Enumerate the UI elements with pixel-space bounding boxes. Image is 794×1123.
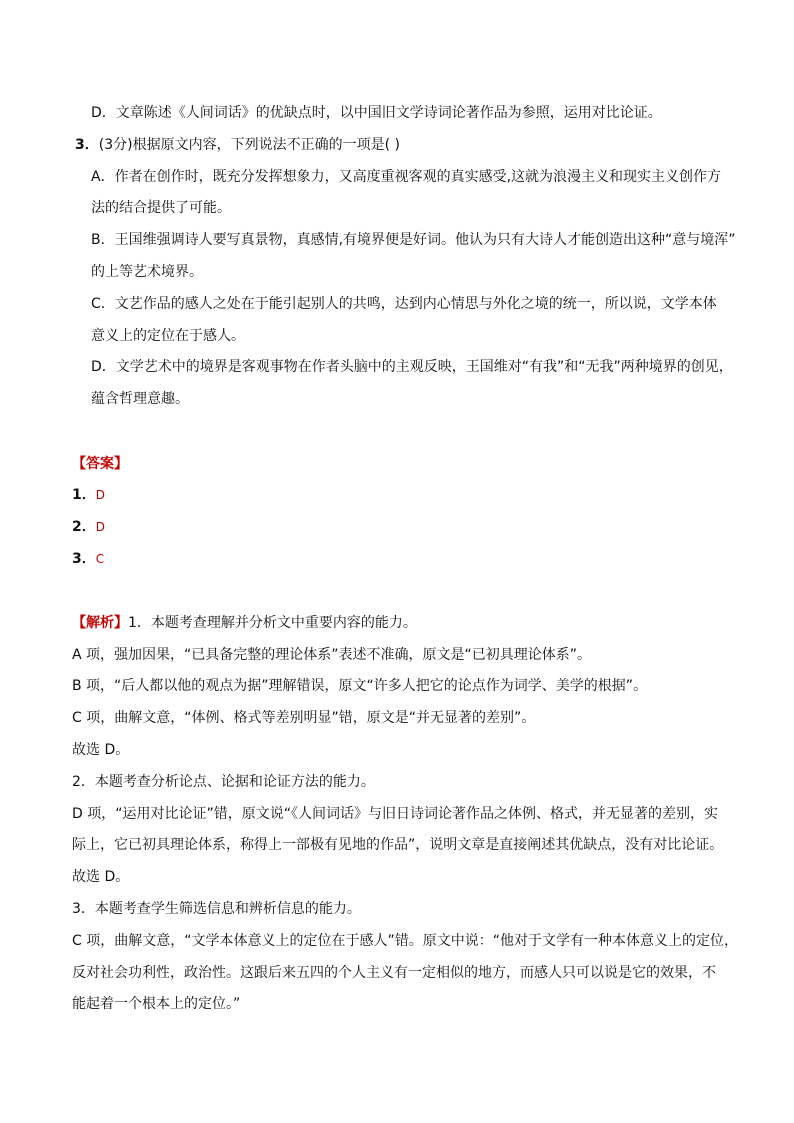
analysis-heading: 【解析】: [72, 615, 128, 631]
analysis-q2-choice: 故选 D。: [72, 869, 130, 885]
q3-option-b-line2: 的上等艺术境界。: [91, 264, 203, 280]
answer-number: 2．: [72, 519, 96, 535]
analysis-q1-option-c: C 项，曲解文意，“体例、格式等差别明显”错，原文是“并无显著的差别”。: [72, 710, 536, 726]
analysis-q1-title-line: [72, 613, 417, 633]
answer-number: 1．: [72, 487, 96, 503]
analysis-q3-option-c-line3: 能起着一个根本上的定位。”: [72, 996, 241, 1012]
analysis-q1-title: 1．本题考查理解并分析文中重要内容的能力。: [128, 615, 417, 631]
answer-value: D: [95, 520, 105, 534]
q2-option-d: D．文章陈述《人间词话》的优缺点时，以中国旧文学诗词论著作品为参照，运用对比论证。: [91, 105, 662, 121]
q3-stem-line: [75, 135, 400, 155]
analysis-q1-choice: 故选 D。: [72, 742, 130, 758]
answer-number: 3．: [72, 551, 96, 567]
answer-value: C: [95, 552, 105, 566]
q3-option-b-line1: B．王国维强调诗人要写真景物，真感情,有境界便是好词。他认为只有大诗人才能创造出这种“意与境浑”: [91, 232, 736, 248]
answer-item: [72, 517, 105, 537]
q3-option-c-line1: C．文艺作品的感人之处在于能引起别人的共鸣，达到内心情思与外化之境的统一，所以说，文学本体: [91, 296, 717, 312]
analysis-q2-option-d-line1: D 项，“运用对比论证”错，原文说“《人间词话》与旧日诗词论著作品之体例、格式，并无显著的差别，实: [72, 806, 718, 822]
q3-option-c-line2: 意义上的定位在于感人。: [91, 328, 245, 344]
answer-item: [72, 485, 105, 505]
q3-option-a-line2: 法的结合提供了可能。: [91, 200, 231, 216]
analysis-q1-option-b: B 项，“后人都以他的观点为据”理解错误，原文“许多人把它的论点作为词学、美学的根据”。: [72, 678, 648, 694]
analysis-q2-option-d-line2: 际上，它已初具理论体系，称得上一部极有见地的作品”，说明文章是直接阐述其优缺点，没有对比论证。: [72, 837, 724, 853]
q3-option-a-line1: A．作者在创作时，既充分发挥想象力，又高度重视客观的真实感受,这就为浪漫主义和现实主义创作方: [91, 169, 722, 185]
q3-number: 3．: [75, 137, 99, 153]
analysis-q2-title: 2．本题考查分析论点、论据和论证方法的能力。: [72, 774, 375, 790]
q3-stem: (3分)根据原文内容，下列说法不正确的一项是( ): [98, 137, 400, 153]
answer-value: D: [95, 488, 105, 502]
analysis-q3-title: 3．本题考查学生筛选信息和辨析信息的能力。: [72, 901, 361, 917]
answer-heading: 【答案】: [72, 456, 128, 472]
answer-item: [72, 549, 104, 569]
analysis-q1-option-a: A 项，强加因果，“已具备完整的理论体系”表述不准确，原文是“已初具理论体系”。: [72, 647, 592, 663]
q3-option-d-line2: 蕴含哲理意趣。: [91, 391, 189, 407]
analysis-q3-option-c-line2: 反对社会功利性，政治性。这跟后来五四的个人主义有一定相似的地方，而感人只可以说是它的效果，不: [72, 965, 716, 981]
analysis-q3-option-c-line1: C 项，曲解文意，“文学本体意义上的定位在于感人”错。原文中说：“他对于文学有一种本体意义上的定位，: [72, 933, 738, 949]
q3-option-d-line1: D．文学艺术中的境界是客观事物在作者头脑中的主观反映，王国维对“有我”和“无我”两种境界的创见，: [91, 359, 733, 375]
